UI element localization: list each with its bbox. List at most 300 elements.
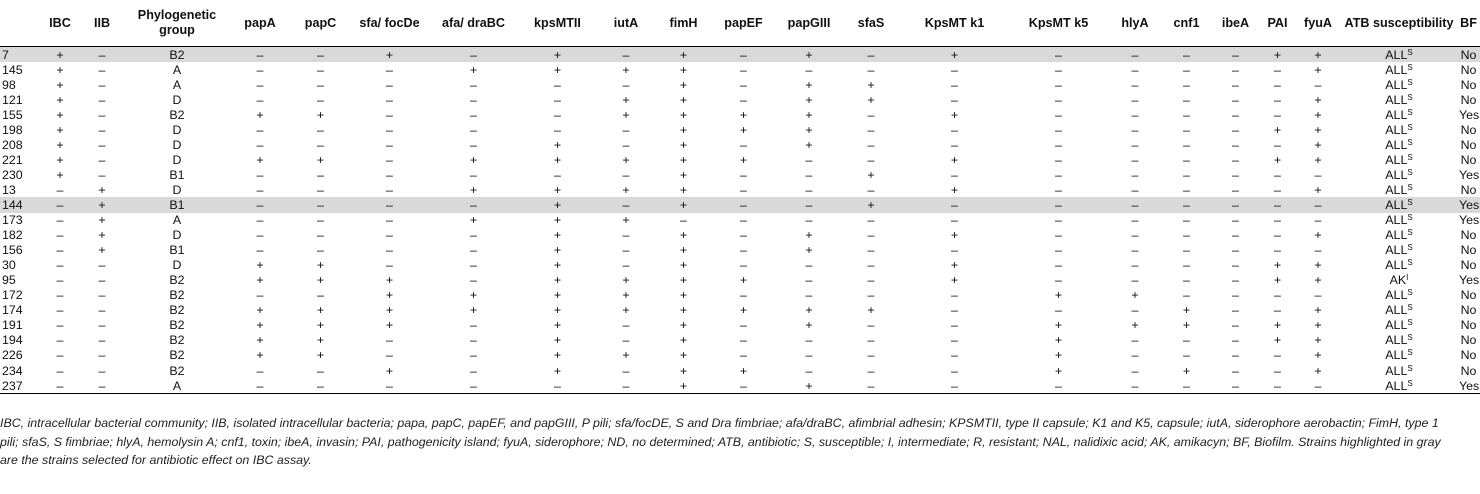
table-cell: – (1055, 258, 1062, 273)
table-cell: – (867, 318, 875, 333)
table-cell: – (386, 107, 393, 122)
table-cell: – (56, 288, 64, 303)
atb-susceptibility-cell (1341, 77, 1457, 92)
table-cell: – (951, 318, 958, 333)
table-cell: + (40, 47, 80, 63)
biofilm-cell: No (1460, 363, 1477, 378)
table-cell: + (56, 92, 64, 107)
table-cell: – (740, 167, 747, 182)
table-cell: – (470, 228, 477, 243)
table-cell: – (740, 288, 747, 303)
table-cell: + (1314, 348, 1322, 363)
table-cell: + (1054, 363, 1063, 378)
header-row (0, 0, 1480, 47)
table-cell: – (805, 62, 813, 77)
table-cell: – (805, 213, 813, 228)
table-cell: – (386, 333, 393, 348)
table-cell: + (385, 273, 394, 288)
atb-superscript: S (1407, 182, 1413, 192)
table-cell: – (40, 378, 80, 394)
table-cell: – (1274, 137, 1281, 152)
table-cell: – (256, 243, 264, 258)
table-cell: – (1055, 228, 1062, 243)
atb-value: ALL (1385, 348, 1408, 363)
biofilm-cell: No (1457, 47, 1480, 63)
table-row (0, 378, 1480, 394)
table-cell: – (256, 167, 264, 182)
table-cell: + (776, 47, 842, 63)
atb-value: ALL (1385, 137, 1408, 152)
table-cell: – (951, 137, 958, 152)
table-cell: + (622, 107, 630, 122)
table-cell: + (679, 273, 688, 288)
table-cell: – (1009, 197, 1108, 212)
table-cell: – (622, 318, 630, 333)
table-cell: – (230, 47, 290, 63)
table-cell: + (679, 77, 688, 92)
table-footnote: IBC, intracellular bacterial community; IIB, isolated intracellular bacteria; papa, papC, papEF, and papGIII, P pili; sfa/focDE, S and Dra fimbriae; afa/draBC, afimbrial adhesin; KPSMTII, type II capsule; K1 and K5, capsule; iutA, siderophore aerobactin; FimH, type 1 pili; sfaS, S fimbriae; hlyA, hemolysin A; cnf1, toxin; ibeA, invasin; PAI, pathogenicity island; fyuA, siderophore; ND, no determined; ATB, antibiotic; S, susceptible; I, intermediate; R, resistant; NAL, nalidixic acid; AK, amikacyn; BF, Biofilm. Strains highlighted in gray are the strains selected for antibiotic effect on IBC assay. (0, 416, 1441, 467)
table-cell: A (172, 77, 182, 92)
table-cell: – (1131, 167, 1139, 182)
table-cell: – (867, 243, 875, 258)
atb-susceptibility-cell (1341, 107, 1457, 122)
table-cell: – (1009, 378, 1108, 394)
table-cell: – (256, 363, 264, 378)
table-cell: B1 (169, 243, 185, 258)
table-row (0, 258, 1480, 273)
table-cell: – (951, 213, 958, 228)
atb-value: ALL (1385, 213, 1408, 228)
atb-superscript: S (1407, 167, 1413, 177)
table-cell: – (867, 213, 875, 228)
table-cell: – (622, 333, 630, 348)
atb-superscript: S (1407, 197, 1413, 207)
atb-superscript: S (1407, 288, 1413, 298)
table-cell: – (805, 167, 813, 182)
table-cell: – (1055, 243, 1062, 258)
table-cell: – (867, 122, 875, 137)
atb-superscript: S (1407, 213, 1413, 223)
table-cell: – (1131, 258, 1139, 273)
atb-value: ALL (1385, 378, 1408, 393)
table-cell: + (679, 333, 688, 348)
table-cell: – (1314, 213, 1322, 228)
table-cell: – (470, 243, 477, 258)
table-cell: – (1274, 348, 1281, 363)
table-cell: – (98, 318, 106, 333)
table-cell: – (740, 137, 747, 152)
table-cell: + (679, 92, 688, 107)
table-cell: + (256, 348, 264, 363)
table-cell: – (1131, 62, 1139, 77)
table-cell: – (867, 182, 875, 197)
table-cell: + (553, 258, 562, 273)
table-cell: + (256, 303, 264, 318)
table-cell: – (1232, 228, 1239, 243)
biofilm-cell: No (1460, 137, 1477, 152)
table-cell: + (805, 137, 813, 152)
table-cell: – (740, 92, 747, 107)
table-cell: – (470, 333, 477, 348)
atb-susceptibility-cell (1341, 243, 1457, 258)
table-cell: – (386, 137, 393, 152)
biofilm-cell: Yes (1459, 197, 1480, 212)
table-cell: – (98, 167, 106, 182)
table-cell: + (256, 258, 264, 273)
atb-superscript: I (1406, 273, 1409, 283)
table-cell: – (951, 92, 958, 107)
table-cell: + (622, 92, 630, 107)
table-cell: D (172, 182, 182, 197)
table-cell: + (98, 228, 106, 243)
table-cell: + (1273, 122, 1282, 137)
table-cell: – (867, 107, 875, 122)
table-cell: – (554, 167, 561, 182)
table-cell: – (554, 107, 561, 122)
table-cell: – (317, 167, 324, 182)
table-cell: – (1108, 197, 1162, 212)
table-cell: – (805, 152, 813, 167)
table-cell: + (867, 77, 875, 92)
atb-value: ALL (1385, 228, 1408, 243)
atb-susceptibility-cell (1341, 197, 1457, 212)
table-cell: – (951, 243, 958, 258)
table-cell: + (56, 122, 64, 137)
table-cell: – (740, 348, 747, 363)
table-row (0, 137, 1480, 152)
table-cell: – (1274, 92, 1281, 107)
table-cell: + (469, 303, 478, 318)
table-cell: D (172, 228, 182, 243)
strain-id: 121 (2, 92, 23, 107)
table-cell: – (740, 333, 747, 348)
table-cell: – (1232, 152, 1239, 167)
table-cell: – (317, 182, 324, 197)
table-cell: – (470, 348, 477, 363)
atb-susceptibility-cell (1341, 378, 1457, 394)
table-cell: + (679, 348, 688, 363)
table-cell: + (867, 92, 875, 107)
atb-value: ALL (1385, 182, 1408, 197)
atb-superscript: S (1407, 77, 1413, 87)
table-cell: – (1162, 378, 1211, 394)
table-cell: + (553, 243, 562, 258)
table-cell: – (256, 92, 264, 107)
table-cell: + (1273, 258, 1282, 273)
table-cell: – (470, 363, 477, 378)
atb-susceptibility-cell (1341, 122, 1457, 137)
table-cell: + (1182, 318, 1191, 333)
table-cell: + (679, 182, 688, 197)
table-cell: – (386, 62, 393, 77)
strain-id: 7 (0, 47, 40, 63)
atb-superscript: S (1407, 62, 1413, 72)
table-cell: + (256, 318, 264, 333)
table-cell: – (56, 318, 64, 333)
table-cell: – (867, 288, 875, 303)
table-cell: – (98, 288, 106, 303)
table-cell: + (385, 318, 394, 333)
atb-value: ALL (1385, 92, 1408, 107)
table-row (0, 348, 1480, 363)
table-cell: – (386, 258, 393, 273)
table-cell: – (1232, 273, 1239, 288)
table-cell: + (553, 288, 562, 303)
table-cell: – (98, 348, 106, 363)
biofilm-cell: No (1460, 92, 1477, 107)
table-cell: – (1131, 213, 1139, 228)
table-cell: – (622, 77, 630, 92)
table-cell: – (1183, 273, 1190, 288)
table-cell: – (1183, 348, 1190, 363)
table-cell: – (867, 333, 875, 348)
table-cell: – (740, 77, 747, 92)
table-cell: – (1295, 378, 1341, 394)
table-cell: – (1274, 213, 1281, 228)
table-cell: – (256, 122, 264, 137)
table-cell: + (553, 363, 562, 378)
table-cell: – (951, 77, 958, 92)
table-cell: – (351, 378, 428, 394)
table-cell: + (469, 62, 478, 77)
table-cell: – (1274, 288, 1281, 303)
table-cell: – (622, 167, 630, 182)
table-cell: – (622, 243, 630, 258)
table-cell: – (386, 348, 393, 363)
table-cell: – (622, 137, 630, 152)
table-row (0, 152, 1480, 167)
table-cell: + (553, 213, 562, 228)
biofilm-cell: Yes (1459, 378, 1480, 393)
strain-id: 13 (2, 182, 16, 197)
table-cell: – (1183, 152, 1190, 167)
table-cell: – (317, 288, 324, 303)
strain-id: 174 (2, 303, 23, 318)
atb-susceptibility-cell (1341, 333, 1457, 348)
table-cell: – (317, 243, 324, 258)
table-cell: D (172, 258, 182, 273)
table-cell: – (1183, 167, 1190, 182)
table-cell: – (1232, 288, 1239, 303)
table-cell: – (951, 122, 958, 137)
table-cell: + (679, 303, 688, 318)
table-cell: + (553, 62, 562, 77)
table-cell: – (1131, 348, 1139, 363)
table-cell: D (172, 137, 182, 152)
atb-superscript: S (1407, 258, 1413, 268)
table-cell: – (56, 363, 64, 378)
column-header: BF (1457, 0, 1480, 47)
table-cell: – (900, 378, 1009, 394)
table-cell: + (385, 303, 394, 318)
table-cell: – (740, 213, 747, 228)
table-cell: – (622, 258, 630, 273)
table-cell: + (842, 197, 900, 212)
table-cell: – (56, 182, 64, 197)
table-cell: + (1273, 333, 1282, 348)
table-cell: – (1274, 77, 1281, 92)
table-cell: – (867, 348, 875, 363)
table-cell: + (622, 273, 630, 288)
strain-id: 191 (2, 318, 23, 333)
atb-value: ALL (1385, 363, 1408, 378)
atb-susceptibility-cell (1341, 62, 1457, 77)
table-cell: D (172, 152, 182, 167)
table-cell: – (56, 273, 64, 288)
table-cell: + (739, 363, 748, 378)
table-cell: – (1055, 92, 1062, 107)
strain-id: 173 (2, 213, 23, 228)
table-cell: – (56, 333, 64, 348)
table-cell: – (867, 273, 875, 288)
table-cell: + (950, 228, 959, 243)
table-cell: + (679, 363, 688, 378)
table-cell: – (1314, 243, 1322, 258)
table-cell: + (805, 303, 813, 318)
column-header (0, 0, 40, 47)
table-cell: – (1232, 333, 1239, 348)
table-cell: – (428, 47, 519, 63)
table-cell: B2 (124, 47, 230, 63)
table-cell: A (172, 62, 182, 77)
table-cell: – (290, 197, 351, 212)
atb-value: ALL (1385, 333, 1408, 348)
table-cell: – (1183, 137, 1190, 152)
table-cell: + (1182, 363, 1191, 378)
atb-susceptibility-cell (1341, 303, 1457, 318)
table-cell: – (1131, 137, 1139, 152)
table-cell: + (1314, 228, 1322, 243)
table-row (0, 273, 1480, 288)
table-cell: – (470, 137, 477, 152)
table-cell: B2 (169, 363, 185, 378)
table-cell: + (351, 47, 428, 63)
table-cell: + (553, 182, 562, 197)
table-cell: – (470, 167, 477, 182)
table-row (0, 77, 1480, 92)
table-cell: – (256, 62, 264, 77)
table-cell: + (867, 167, 875, 182)
table-cell: – (1055, 107, 1062, 122)
table-cell: + (805, 77, 813, 92)
table-cell: + (56, 167, 64, 182)
strain-id: 182 (2, 228, 23, 243)
table-cell: – (805, 182, 813, 197)
table-cell: – (428, 378, 519, 394)
table-cell: – (622, 363, 630, 378)
table-cell: + (950, 152, 959, 167)
table-row (0, 62, 1480, 77)
atb-superscript: S (1407, 137, 1413, 147)
table-cell: – (386, 228, 393, 243)
table-cell: B2 (169, 288, 185, 303)
table-cell: – (805, 288, 813, 303)
strain-id: 172 (2, 288, 23, 303)
table-cell: – (98, 152, 106, 167)
table-cell: – (256, 77, 264, 92)
table-cell: + (1260, 47, 1295, 63)
table-cell: – (1131, 273, 1139, 288)
table-cell: – (596, 47, 656, 63)
table-cell: + (1314, 137, 1322, 152)
table-cell: – (1274, 107, 1281, 122)
table-cell: + (950, 107, 959, 122)
table-cell: + (805, 318, 813, 333)
table-cell: – (1232, 92, 1239, 107)
atb-value: ALL (1385, 288, 1408, 303)
table-cell: – (951, 167, 958, 182)
table-cell: – (951, 303, 958, 318)
atb-susceptibility-cell (1341, 348, 1457, 363)
table-cell: + (553, 137, 562, 152)
table-row (0, 107, 1480, 122)
table-cell: – (1232, 318, 1239, 333)
table-cell: B2 (169, 107, 185, 122)
table-row-highlighted (0, 47, 1480, 63)
atb-susceptibility-cell (1341, 137, 1457, 152)
strain-id: 194 (2, 333, 23, 348)
table-cell: – (98, 62, 106, 77)
atb-susceptibility-cell (1341, 152, 1457, 167)
atb-superscript: S (1407, 107, 1413, 117)
table-cell: – (951, 62, 958, 77)
table-cell: – (740, 243, 747, 258)
biofilm-cell: No (1460, 228, 1477, 243)
table-cell: – (554, 122, 561, 137)
table-row (0, 228, 1480, 243)
table-cell: – (1211, 378, 1260, 394)
table-row (0, 167, 1480, 182)
table-cell: – (470, 318, 477, 333)
table-cell: – (1232, 303, 1239, 318)
table-row (0, 288, 1480, 303)
table-cell: – (711, 378, 776, 394)
table-row (0, 363, 1480, 378)
table-cell: – (740, 258, 747, 273)
table-cell: – (1131, 122, 1139, 137)
table-cell: – (1131, 228, 1139, 243)
table-cell: – (900, 197, 1009, 212)
biofilm-cell: No (1460, 122, 1477, 137)
table-cell: + (679, 243, 688, 258)
table-cell: + (316, 333, 325, 348)
biofilm-cell: No (1460, 182, 1477, 197)
table-cell: + (469, 288, 478, 303)
table-cell: + (622, 182, 630, 197)
table-cell: D (172, 92, 182, 107)
table-cell: – (1108, 47, 1162, 63)
table-cell: + (256, 333, 264, 348)
strain-id: 144 (0, 197, 40, 212)
table-cell: – (1274, 182, 1281, 197)
table-cell: – (1211, 47, 1260, 63)
table-cell: – (867, 363, 875, 378)
table-cell: + (739, 303, 748, 318)
table-cell: – (805, 258, 813, 273)
table-row (0, 318, 1480, 333)
atb-value: ALL (1385, 197, 1408, 212)
atb-superscript: S (1407, 318, 1413, 328)
table-cell: – (290, 378, 351, 394)
table-cell: – (256, 182, 264, 197)
table-cell: – (680, 213, 687, 228)
table-cell: + (469, 152, 478, 167)
table-cell: – (1055, 273, 1062, 288)
atb-susceptibility-cell (1341, 213, 1457, 228)
table-cell: – (317, 228, 324, 243)
table-cell: – (386, 77, 393, 92)
table-cell: + (1314, 363, 1322, 378)
